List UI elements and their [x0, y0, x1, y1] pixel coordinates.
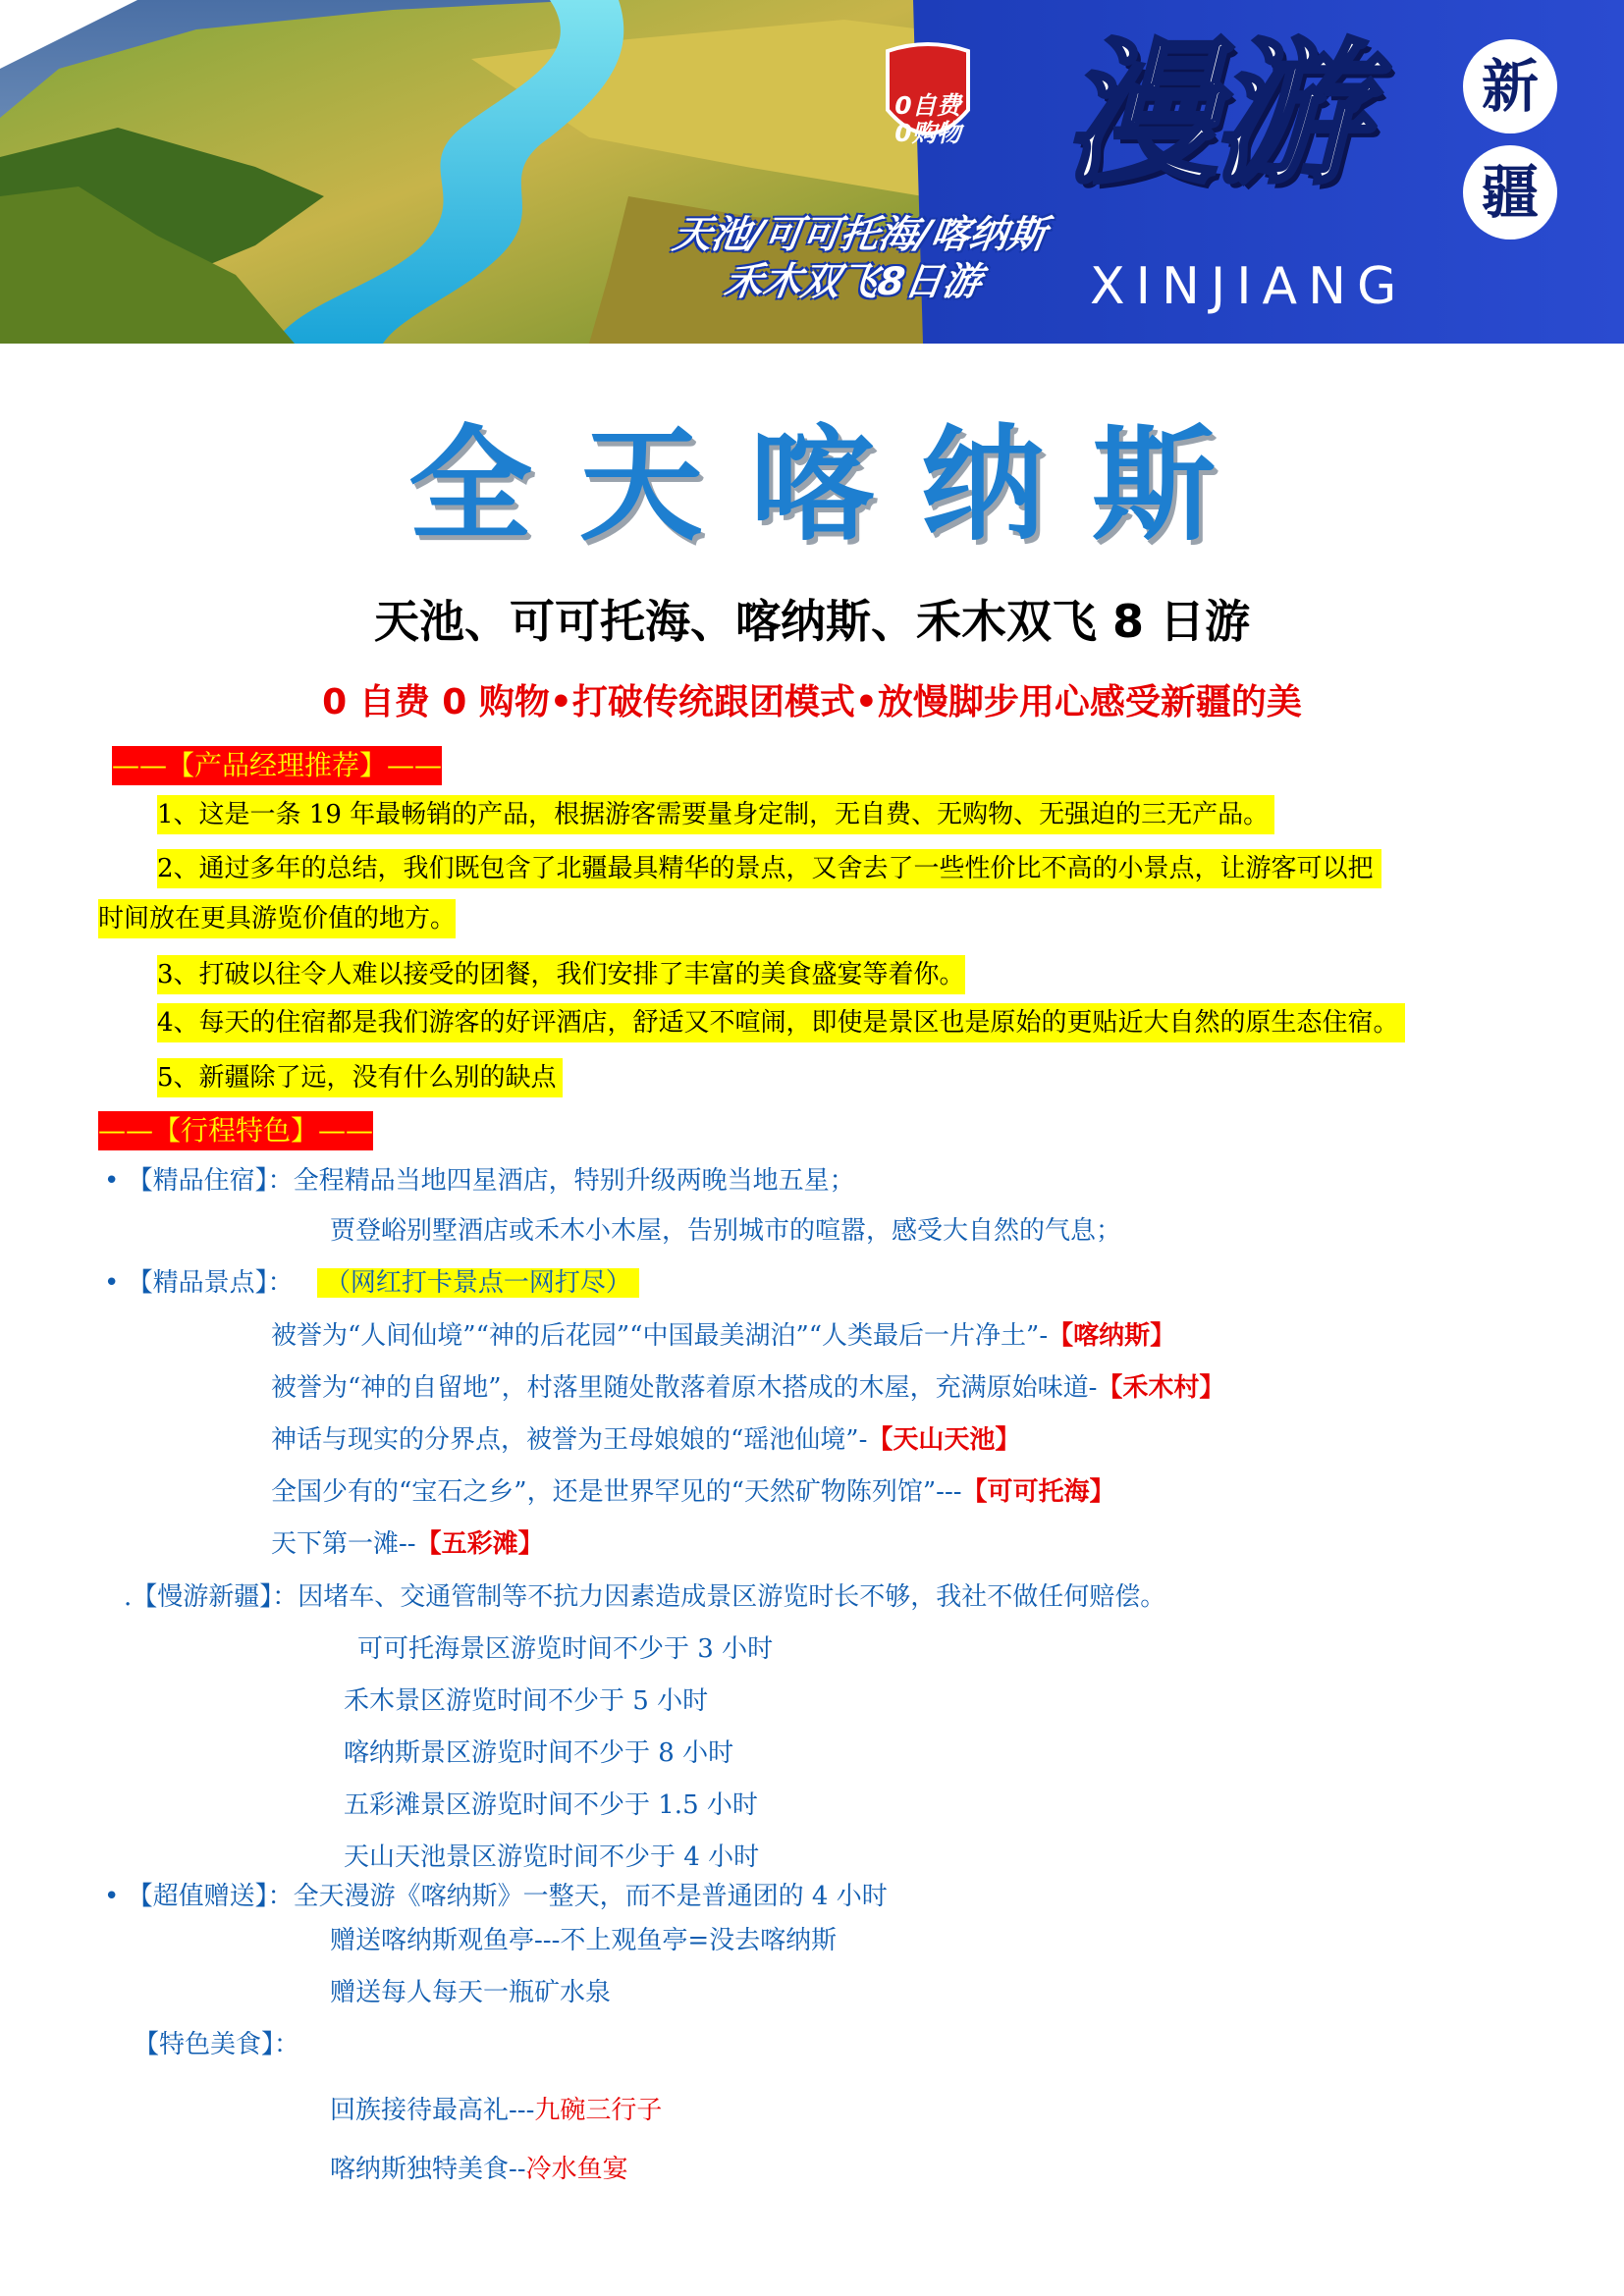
- recommend-item-4: 4、每天的住宿都是我们游客的好评酒店，舒适又不喧闹，即使是景区也是原始的更贴近大自然的原生态住宿。: [157, 1003, 1405, 1042]
- spot-item: [271, 1368, 1224, 1408]
- spot-name: 【喀纳斯】: [1048, 1321, 1176, 1351]
- spot-name: 【可可托海】: [961, 1477, 1115, 1507]
- duration-item: 喀纳斯景区游览时间不少于 8 小时: [344, 1738, 734, 1768]
- spot-desc: 天下第一滩--: [271, 1529, 416, 1559]
- slogan: 0 自费 0 购物•打破传统跟团模式•放慢脚步用心感受新疆的美: [322, 682, 1302, 722]
- banner-char-xin: 新: [1481, 53, 1539, 120]
- bullet-icon: •: [104, 1882, 120, 1911]
- lodging-label: 【精品住宿】：: [127, 1166, 294, 1196]
- spot-item: [271, 1420, 1020, 1460]
- food-label: 【特色美食】：: [134, 2030, 300, 2059]
- gift-label: 【超值赠送】：: [127, 1882, 294, 1911]
- banner-english-title: XINJIANG: [1090, 257, 1408, 316]
- banner-subtitle-line1: 天池/可可托海/喀纳斯: [670, 213, 1050, 257]
- duration-item: 禾木景区游览时间不少于 5 小时: [344, 1686, 709, 1716]
- gift-item: 赠送喀纳斯观鱼亭---不上观鱼亭=没去喀纳斯: [330, 1926, 838, 1955]
- slow-label: 【慢游新疆】：: [132, 1582, 298, 1612]
- recommend-item-1: 1、这是一条 19 年最畅销的产品，根据游客需要量身定制，无自费、无购物、无强迫的三无产品。: [157, 795, 1274, 834]
- food-desc: 回族接待最高礼---: [330, 2096, 535, 2125]
- badge-text: [878, 92, 978, 147]
- recommend-item-5: 5、新疆除了远，没有什么别的缺点: [157, 1058, 563, 1097]
- spot-desc: 被誉为“神的自留地”，村落里随处散落着原木搭成的木屋，充满原始味道-: [271, 1373, 1098, 1403]
- duration-item: 可可托海景区游览时间不少于 3 小时: [357, 1634, 774, 1664]
- lodging-text-2: 贾登峪别墅酒店或禾木小木屋，告别城市的喧嚣，感受大自然的气息；: [330, 1216, 1122, 1246]
- banner: [0, 0, 1624, 344]
- spot-name: 【天山天池】: [867, 1425, 1021, 1455]
- lodging-row: [104, 1161, 855, 1201]
- banner-circle-jiang: [1463, 145, 1557, 240]
- duration-item: 五彩滩景区游览时间不少于 1.5 小时: [344, 1790, 758, 1820]
- badge-line1: 0自费: [894, 91, 961, 120]
- gift-item: 赠送每人每天一瓶矿水泉: [330, 1978, 612, 2007]
- spot-item: [271, 1524, 544, 1564]
- slow-text: 因堵车、交通管制等不抗力因素造成景区游览时长不够，我社不做任何赔偿。: [298, 1582, 1166, 1612]
- banner-circle-xin: [1463, 39, 1557, 133]
- recommend-item-2-cont: 时间放在更具游览价值的地方。: [98, 899, 456, 938]
- recommend-heading: ——【产品经理推荐】——: [112, 746, 442, 785]
- spot-desc: 被誉为“人间仙境”“神的后花园”“中国最美湖泊”“人类最后一片净土”-: [271, 1321, 1049, 1351]
- spot-item: [271, 1316, 1175, 1356]
- food-item: [330, 2150, 628, 2189]
- spots-label: 【精品景点】：: [127, 1268, 294, 1298]
- banner-char-jiang: 疆: [1481, 159, 1539, 226]
- food-item: [330, 2091, 662, 2130]
- page-title: 全天喀纳斯: [408, 413, 1263, 558]
- bullet-icon: •: [104, 1166, 120, 1196]
- lodging-text: 全程精品当地四星酒店，特别升级两晚当地五星；: [293, 1166, 855, 1196]
- spot-name: 【五彩滩】: [415, 1529, 544, 1559]
- badge-line2: 0购物: [894, 119, 961, 147]
- spots-row: [104, 1263, 639, 1303]
- spot-name: 【禾木村】: [1097, 1373, 1225, 1403]
- food-name: 冷水鱼宴: [525, 2155, 628, 2184]
- banner-subtitle: [643, 212, 1068, 306]
- spots-note: （网红打卡景点一网打尽）: [317, 1268, 639, 1298]
- banner-subtitle-line2: 禾木双飞8日游: [721, 260, 985, 304]
- features-heading: ——【行程特色】——: [98, 1111, 373, 1150]
- spot-item: [271, 1472, 1115, 1512]
- spot-desc: 全国少有的“宝石之乡”，还是世界罕见的“天然矿物陈列馆”---: [271, 1477, 962, 1507]
- recommend-item-2: 2、通过多年的总结，我们既包含了北疆最具精华的景点，又舍去了一些性价比不高的小景点，让游客可以把: [157, 849, 1381, 888]
- gift-row: [104, 1877, 888, 1916]
- dot-icon: .: [124, 1582, 133, 1612]
- food-name: 九碗三行子: [534, 2096, 663, 2125]
- duration-item: 天山天池景区游览时间不少于 4 小时: [344, 1842, 760, 1872]
- recommend-item-3: 3、打破以往令人难以接受的团餐，我们安排了丰富的美食盛宴等着你。: [157, 955, 965, 994]
- food-desc: 喀纳斯独特美食--: [330, 2155, 526, 2184]
- bullet-icon: •: [104, 1268, 120, 1298]
- banner-title: 漫游: [1062, 25, 1361, 205]
- gift-text: 全天漫游《喀纳斯》一整天，而不是普通团的 4 小时: [293, 1882, 888, 1911]
- spot-desc: 神话与现实的分界点，被誉为王母娘娘的“瑶池仙境”-: [271, 1425, 868, 1455]
- page-subtitle: 天池、可可托海、喀纳斯、禾木双飞 8 日游: [373, 595, 1251, 648]
- slow-tour-row: [124, 1577, 1165, 1617]
